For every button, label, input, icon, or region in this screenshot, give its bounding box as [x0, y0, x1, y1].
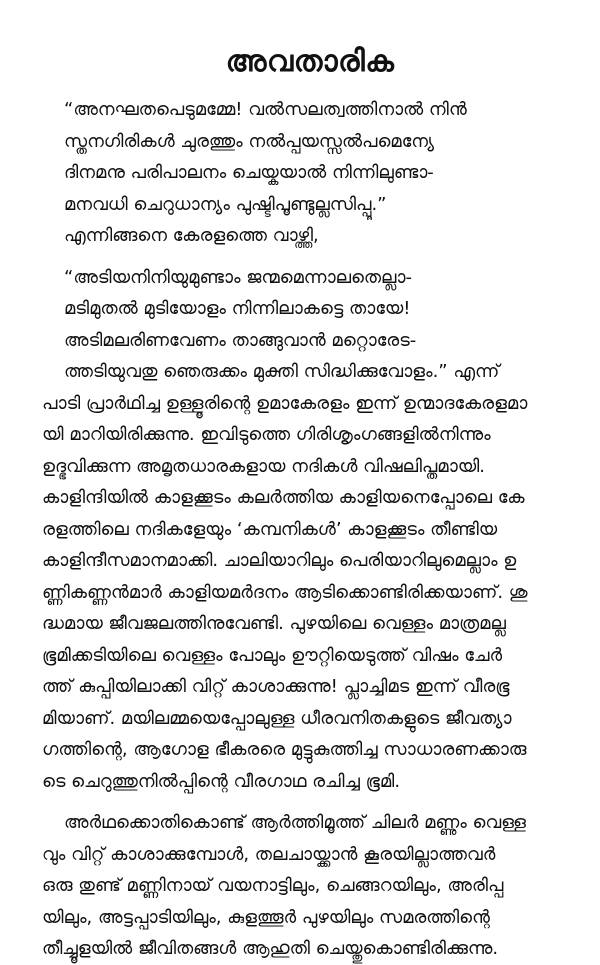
verse-line: അടിമലരിണവേണം താങ്ങുവാൻ മറ്റൊരേട-	[64, 329, 417, 351]
paragraph-line: ഉദ്ഭവിക്കുന്ന അമൃതധാരകളായ നദികൾ വിഷലിപ്തമായി.	[42, 455, 486, 477]
paragraph-line: പാടി പ്രാർഥിച്ച ഉള്ളൂരിന്റെ ഉമാകേരളം ഇന്ന് ഉന്മാദകേരളമാ	[42, 392, 528, 414]
verse-line: മനവധി ചെറുധാന്യം പുഷ്ടിപൂണ്ടുല്ലസിപ്പൂ.”	[64, 193, 387, 215]
paragraph-2	[42, 807, 578, 965]
verse-line: ദിനമനു പരിപാലനം ചെയ്കയാൽ നിന്നിലുണ്ടാ-	[64, 162, 434, 183]
paragraph-line: ടെ ചെറുത്തുനിൽപ്പിന്റെ വീരഗാഥ രചിച്ച ഭൂമി.	[42, 770, 401, 792]
paragraph-line: കാളിന്ദീസമാനമാക്കി. ചാലിയാറിലും പെരിയാറിലുമെല്ലാം ഉ	[42, 550, 517, 571]
verse-line: സ്തനഗിരികൾ ചുരത്തും നൽപ്പയസ്സൽപമെന്യേ	[64, 130, 434, 152]
verse-line: “അനഘതപെടുമമ്മേ! വൽസലത്വത്തിനാൽ നിൻ	[64, 99, 467, 120]
verse-line: മടിമുതൽ മുടിയോളം നിന്നിലാകട്ടെ തായേ!	[64, 298, 411, 319]
verse-block-2	[42, 262, 578, 357]
paragraph-line: ഭൂമിക്കടിയിലെ വെള്ളം പോലും ഊറ്റിയെടുത്ത് വിഷം ചേർ	[42, 644, 503, 666]
paragraph-line: മിയാണ്. മയിലമ്മയെപ്പോലുള്ള ധീരവനിതകളുടെ ജീവത്യാ	[42, 707, 512, 729]
verse-line: “അടിയനിനിയുമുണ്ടാം ജന്മമെന്നാലതെല്ലാ-	[64, 266, 413, 288]
spacer	[42, 252, 578, 262]
paragraph-line: ത്തടിയുവതു ഞെരുക്കം മുക്തി സിദ്ധിക്കുവോളം.” എന്ന്	[64, 361, 500, 382]
paragraph-line: യി മാറിയിരിക്കുന്നു. ഇവിടുത്തെ ഗിരിശൃംഗങ്ങളിൽനിന്നും	[42, 424, 491, 445]
intro-line: എന്നിങ്ങനെ കേരളത്തെ വാഴ്ത്തി,	[64, 225, 319, 246]
paragraph-line: വും വിറ്റ് കാശാക്കുമ്പോൾ, തലചായ്ക്കാൻ കൂരയില്ലാത്തവർ	[42, 843, 496, 865]
paragraph-line: അർഥക്കൊതികൊണ്ട് ആർത്തിമൂത്ത് ചിലർ മണ്ണും വെള്ള	[64, 812, 526, 833]
paragraph-line: ദ്ധമായ ജീവജലത്തിനുവേണ്ടി. പുഴയിലെ വെള്ളം മാത്രമല്ല	[42, 613, 506, 634]
paragraph-line: ത്ത് കുപ്പിയിലാക്കി വിറ്റ് കാശാക്കുന്നു! പ്ലാച്ചിമട ഇന്ന് വീരഭൂ	[42, 676, 510, 697]
paragraph-line: ഒരു തുണ്ട് മണ്ണിനായ് വയനാട്ടിലും, ചെങ്ങറയിലും, അരിപ്പ	[42, 875, 504, 896]
paragraph-line: ണ്ണികണ്ണൻമാർ കാളിയമർദനം ആടിക്കൊണ്ടിരിക്കയാണ്. ശു	[42, 581, 528, 603]
paragraph-line: യിലും, അട്ടപ്പാടിയിലും, കുളത്തൂർ പുഴയിലും സമരത്തിന്റെ	[42, 906, 490, 928]
paragraph-1	[42, 356, 578, 797]
paragraph-line: ഗത്തിന്റെ, ആഗോള ഭീകരരെ മുട്ടുകുത്തിച്ച സാധാരണക്കാരു	[42, 739, 527, 760]
page-title: അവതാരിക	[225, 44, 395, 79]
spacer	[42, 797, 578, 807]
paragraph-line: കാളിന്ദിയിൽ കാളക്കൂടം കലർത്തിയ കാളിയനെപ്പോലെ കേ	[42, 487, 525, 508]
verse-block-1	[42, 94, 578, 220]
paragraph-line: രളത്തിലെ നദികളേയും ‘കമ്പനികൾ’ കാളക്കൂടം തീണ്ടിയ	[42, 518, 498, 540]
paragraph-line: തീച്ചൂളയിൽ ജീവിതങ്ങൾ ആഹുതി ചെയ്തുകൊണ്ടിരിക്കുന്നു.	[42, 938, 499, 959]
